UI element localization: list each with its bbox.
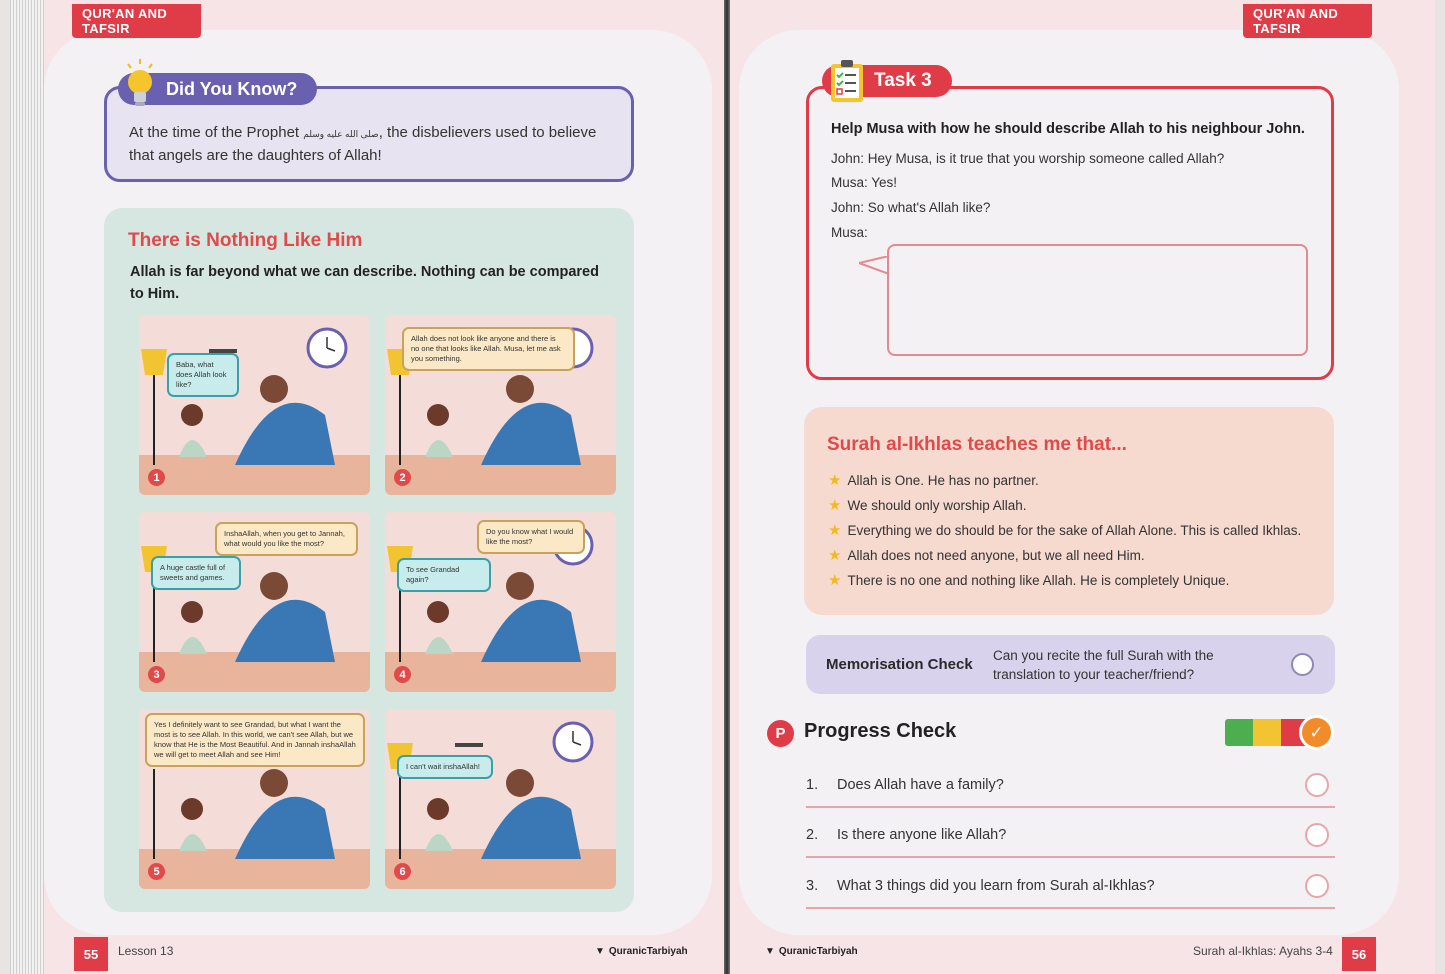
brand-name: QuranicTarbiyah	[608, 946, 688, 957]
ikhlas-item-text: Allah does not need anyone, but we all need Him.	[847, 547, 1145, 563]
progress-title: Progress Check	[804, 720, 957, 742]
question-number: 2.	[806, 827, 819, 843]
question-checkbox[interactable]	[1305, 874, 1329, 898]
comic-panel-5	[139, 709, 370, 889]
did-you-know-text-before: At the time of the Prophet	[129, 124, 300, 141]
brand-left	[595, 946, 688, 957]
traffic-light-rating	[1225, 719, 1309, 746]
panel-number: 6	[394, 863, 411, 880]
page-number-right: 56	[1342, 937, 1376, 971]
star-icon: ★	[828, 472, 842, 489]
ikhlas-item	[828, 496, 1027, 514]
page-number-left: 55	[74, 937, 108, 971]
question-text: Is there anyone like Allah?	[837, 827, 1007, 843]
brand-name: QuranicTarbiyah	[778, 946, 858, 957]
memorisation-title: Memorisation Check	[826, 656, 973, 673]
nothing-like-him-subtitle: Allah is far beyond what we can describe. Nothing can be compared to Him.	[130, 264, 599, 302]
question-checkbox[interactable]	[1305, 823, 1329, 847]
lesson-label: Lesson 13	[118, 944, 174, 958]
panel-number: 4	[394, 666, 411, 683]
memorisation-checkbox[interactable]	[1291, 653, 1314, 676]
ikhlas-item-text: We should only worship Allah.	[847, 497, 1027, 513]
did-you-know-title: Did You Know?	[118, 73, 317, 105]
question-checkbox[interactable]	[1305, 773, 1329, 797]
panel-number: 1	[148, 469, 165, 486]
surah-reference: Surah al-Ikhlas: Ayahs 3-4	[1193, 944, 1333, 958]
ikhlas-item-text: There is no one and nothing like Allah. He is completely Unique.	[847, 572, 1230, 588]
rating-yellow[interactable]	[1253, 719, 1281, 746]
answer-box[interactable]	[887, 244, 1308, 356]
speech-bubble: Yes I definitely want to see Grandad, but what I want the most is to see Allah. In this world, we can't see Allah, but we know that He is the Most Beautiful. And in Jannah inshaAllah we will get to meet Allah and see Him!	[145, 713, 365, 767]
page-edge	[10, 0, 44, 974]
star-icon: ★	[828, 497, 842, 514]
brand-right	[765, 946, 858, 957]
check-icon: ✓	[1299, 715, 1334, 750]
speech-bubble: To see Grandad again?	[397, 558, 491, 592]
did-you-know-text-after: , the disbelievers used to believe that angels are the daughters of Allah!	[129, 124, 597, 164]
comic-panel-4	[385, 512, 616, 692]
memorisation-text: Can you recite the full Surah with the translation to your teacher/friend?	[993, 648, 1214, 682]
ikhlas-item-text: Everything we do should be for the sake of Allah Alone. This is called Ikhlas.	[847, 522, 1302, 538]
ikhlas-item	[828, 571, 1229, 589]
clipboard-icon	[828, 58, 866, 104]
dialogue-line: Musa:	[831, 225, 868, 240]
comic-scene-illustration	[385, 709, 616, 889]
ikhlas-item	[828, 471, 1039, 489]
lightbulb-icon	[122, 58, 158, 110]
progress-question-row	[806, 810, 1335, 858]
book-icon: ▼	[595, 946, 605, 957]
ikhlas-item	[828, 546, 1145, 564]
star-icon: ★	[828, 572, 842, 589]
dialogue-line: Musa: Yes!	[831, 175, 898, 190]
progress-badge: P	[767, 720, 794, 747]
question-number: 3.	[806, 878, 819, 894]
section-tab-left: QUR'AN AND TAFSIR	[72, 4, 201, 38]
dialogue-line: John: So what's Allah like?	[831, 200, 991, 215]
ikhlas-title: Surah al-Ikhlas teaches me that...	[827, 434, 1127, 455]
book-gutter	[724, 0, 730, 974]
star-icon: ★	[828, 547, 842, 564]
comic-panel-1	[139, 315, 370, 495]
panel-number: 3	[148, 666, 165, 683]
question-text: Does Allah have a family?	[837, 777, 1004, 793]
salawat-text: صلى الله عليه وسلم	[303, 129, 379, 139]
speech-bubble: Do you know what I would like the most?	[477, 520, 585, 554]
rating-green[interactable]	[1225, 719, 1253, 746]
speech-bubble: InshaAllah, when you get to Jannah, what would you like the most?	[215, 522, 358, 556]
book-icon: ▼	[765, 946, 775, 957]
comic-panel-6	[385, 709, 616, 889]
speech-bubble: Allah does not look like anyone and there is no one that looks like Allah. Musa, let me ask you something.	[402, 327, 575, 371]
speech-bubble: A huge castle full of sweets and games.	[151, 556, 241, 590]
star-icon: ★	[828, 522, 842, 539]
question-number: 1.	[806, 777, 819, 793]
comic-panel-2	[385, 315, 616, 495]
panel-number: 2	[394, 469, 411, 486]
nothing-like-him-title: There is Nothing Like Him	[128, 230, 363, 251]
dialogue-line: John: Hey Musa, is it true that you worship someone called Allah?	[831, 151, 1225, 166]
ikhlas-item	[828, 521, 1301, 539]
panel-number: 5	[148, 863, 165, 880]
task-question: Help Musa with how he should describe Allah to his neighbour John.	[831, 121, 1305, 137]
section-tab-right: QUR'AN AND TAFSIR	[1243, 4, 1372, 38]
comic-scene-illustration	[139, 315, 370, 495]
progress-question-row	[806, 760, 1335, 808]
question-text: What 3 things did you learn from Surah al-Ikhlas?	[837, 878, 1155, 894]
speech-bubble: Baba, what does Allah look like?	[167, 353, 239, 397]
progress-question-row	[806, 861, 1335, 909]
comic-panel-3	[139, 512, 370, 692]
task-title: Task 3	[822, 65, 952, 97]
ikhlas-item-text: Allah is One. He has no partner.	[847, 472, 1039, 488]
speech-bubble: I can't wait inshaAllah!	[397, 755, 493, 779]
